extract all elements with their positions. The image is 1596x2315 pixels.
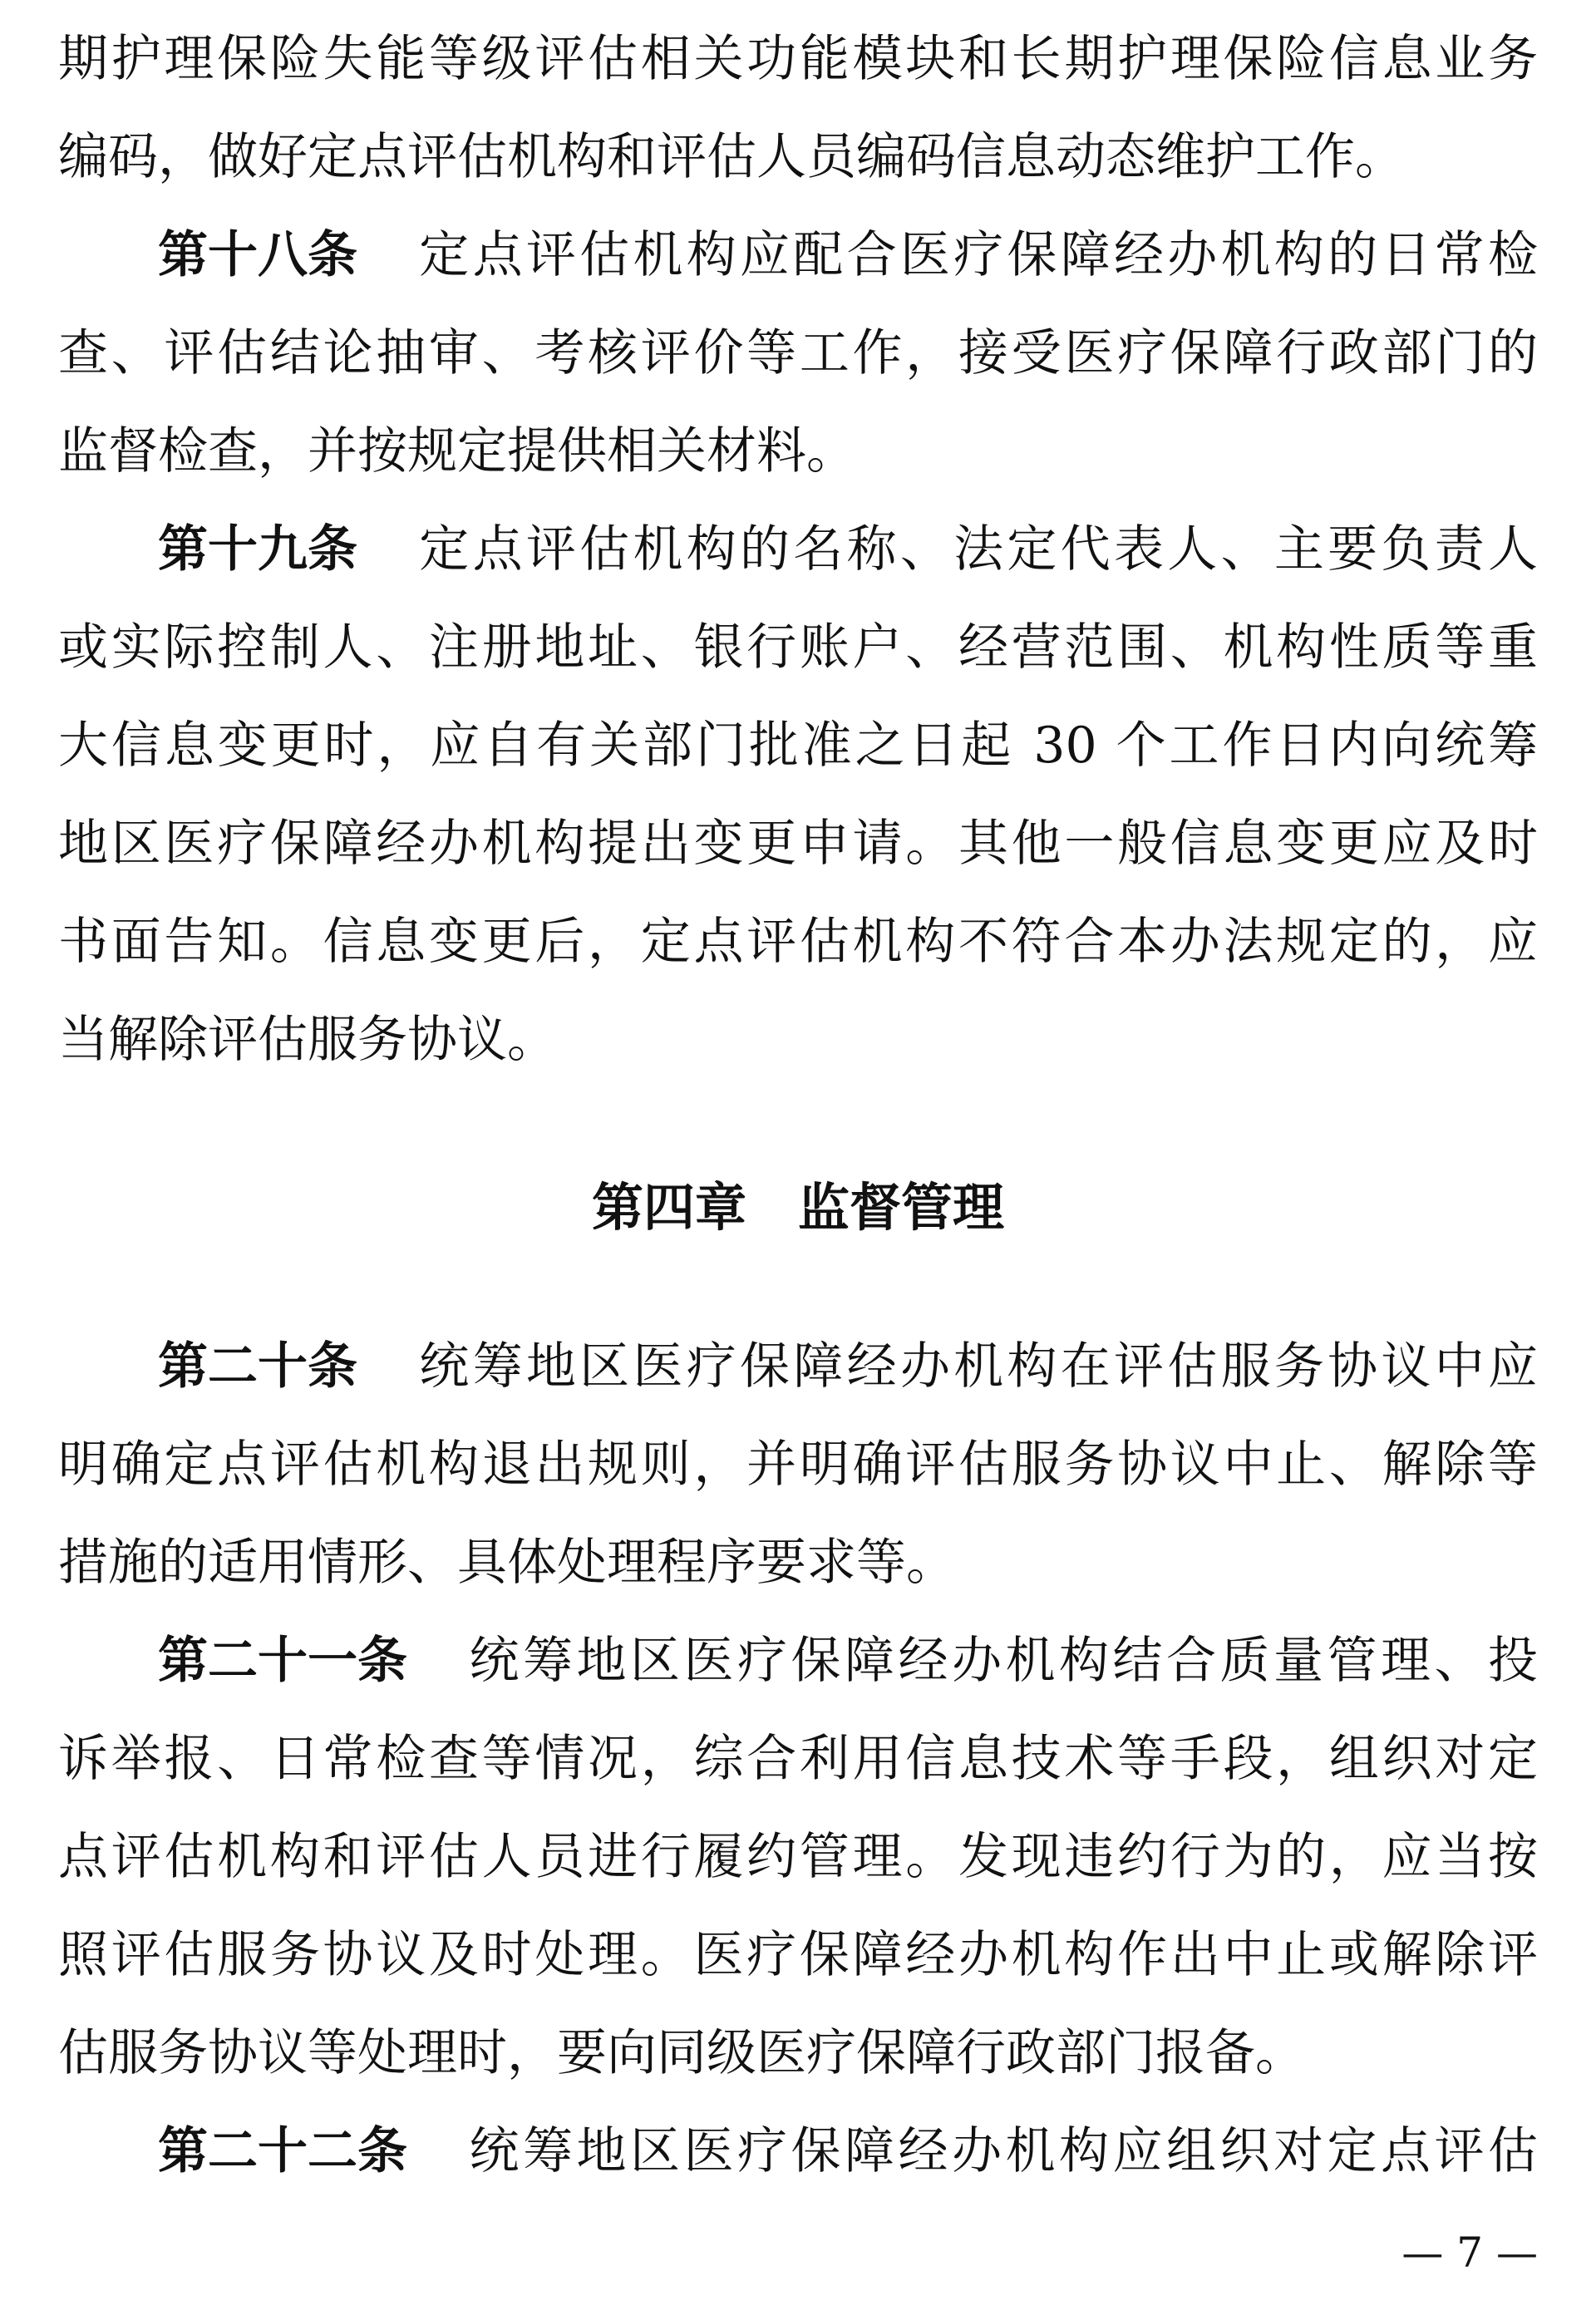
article-21-heading: 第二十一条 [158,1632,407,1690]
body-text-line: 当解除评估服务协议。 [58,1011,557,1069]
body-text-line: 诉举报、日常检查等情况，综合利用信息技术等手段，组织对定 [58,1730,1538,1788]
article-18-heading: 第十八条 [158,226,357,284]
body-text-line: 监督检查，并按规定提供相关材料。 [58,422,856,480]
body-text-line: 估服务协议等处理时，要向同级医疗保障行政部门报备。 [58,2024,1305,2082]
body-text-line: 措施的适用情形、具体处理程序要求等。 [58,1534,956,1592]
chapter-title: 第四章 监督管理 [591,1177,1004,1238]
body-text-line: 点评估机构和评估人员进行履约管理。发现违约行为的，应当按 [58,1828,1538,1886]
article-18-first-line [58,206,1538,304]
body-text-line: 编码，做好定点评估机构和评估人员编码信息动态维护工作。 [58,128,1405,186]
body-text-line: 地区医疗保障经办机构提出变更申请。其他一般信息变更应及时 [58,815,1538,873]
article-20-first-line [58,1318,1538,1416]
article-22-heading: 第二十二条 [158,2122,407,2180]
page-number: — 7 — [1401,2229,1538,2277]
body-text-line: 或实际控制人、注册地址、银行账户、经营范围、机构性质等重 [58,618,1538,677]
body-text-line: 明确定点评估机构退出规则，并明确评估服务协议中止、解除等 [58,1436,1538,1494]
body-text-span: 统筹地区医疗保障经办机构应组织对定点评估 [466,2122,1538,2180]
article-20-heading: 第二十条 [158,1337,357,1396]
body-text-span: 统筹地区医疗保障经办机构在评估服务协议中应 [416,1337,1538,1396]
article-22-first-line [58,2102,1538,2200]
body-text-line: 查、评估结论抽审、考核评价等工作，接受医疗保障行政部门的 [58,324,1538,382]
body-text-span: 统筹地区医疗保障经办机构结合质量管理、投 [466,1632,1538,1690]
body-text-span: 定点评估机构的名称、法定代表人、主要负责人 [416,520,1538,579]
body-text-line: 期护理保险失能等级评估相关功能模块和长期护理保险信息业务 [58,30,1538,88]
body-text-line: 照评估服务协议及时处理。医疗保障经办机构作出中止或解除评 [58,1926,1538,1984]
body-text-line: 书面告知。信息变更后，定点评估机构不符合本办法规定的，应 [58,913,1538,971]
article-19-first-line [58,500,1538,598]
article-19-heading: 第十九条 [158,520,357,579]
body-text-line: 大信息变更时，应自有关部门批准之日起 30 个工作日内向统筹 [58,717,1538,775]
article-21-first-line [58,1612,1538,1710]
body-text-span: 定点评估机构应配合医疗保障经办机构的日常检 [416,226,1538,284]
